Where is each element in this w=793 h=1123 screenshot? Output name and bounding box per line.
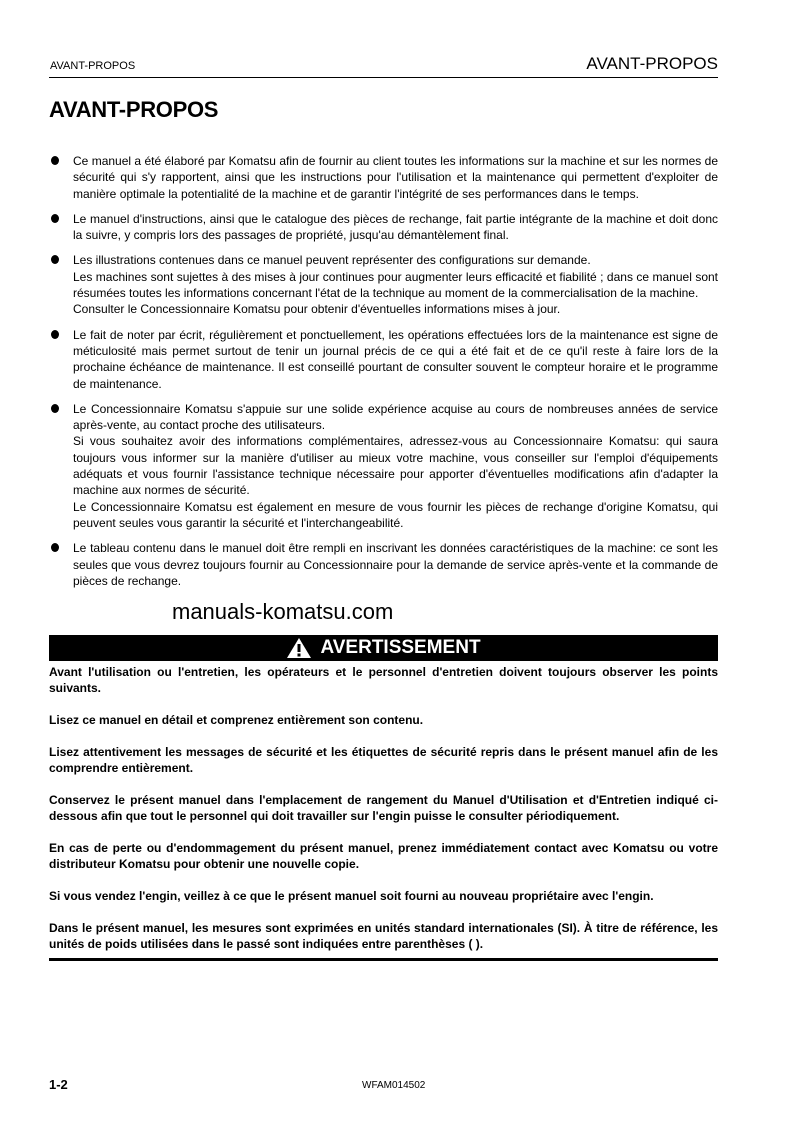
bullet-text: Si vous souhaitez avoir des informations complémentaires, adressez-vous au Concessionnaire Komatsu: qui saura toujours vous informer sur la manière d'utiliser au mieux votre machine, vous conseiller sur l'emploi d'équipements adéquats et vous fournir l'assistance technique nécessaire pour apporter d'éventuelles modifications afin d'adapter la machine aux normes de sécurité. — [73, 434, 718, 498]
bullet-text: Ce manuel a été élaboré par Komatsu afin de fournir au client toutes les informations sur la machine et sur les normes de sécurité qui s'y rapportent, ainsi que les instructions pour l'utilisation et la maintenance qui permettent d'exploiter de manière optimale la potentialité de la machine et de garantir l'intégrité de ses performances dans le temps. — [73, 154, 718, 201]
bullet-icon — [51, 330, 59, 339]
bullet-text: Le tableau contenu dans le manuel doit être rempli en inscrivant les données caractéristiques de la machine: ce sont les seules que vous devrez toujours fournir au Concessionnaire pour la demande de service après-vente et la commande de pièces de rechange. — [73, 541, 718, 588]
bullet-text: Le manuel d'instructions, ainsi que le catalogue des pièces de rechange, fait partie intégrante de la machine et doit donc la suivre, y compris lors des passages de propriété, jusqu'au démantèlement final. — [73, 211, 718, 243]
bullet-item — [73, 327, 718, 392]
bullet-icon — [51, 255, 59, 264]
header-right: AVANT-PROPOS — [586, 54, 718, 73]
bullet-text: Le fait de noter par écrit, régulièrement et ponctuellement, les opérations effectuées lors de la maintenance est signe de méticulosité mais permet surtout de tenir un journal précis de ce qui a été fait et de ce qu'il reste à faire lors de la prochaine échéance de maintenance. Il est conseillé pourtant de consulter souvent le compteur horaire et le programme de maintenance. — [73, 327, 718, 391]
bullet-item — [73, 401, 718, 531]
warning-paragraph: En cas de perte ou d'endommagement du présent manuel, prenez immédiatement contact avec Komatsu ou votre distributeur Komatsu pour obtenir une nouvelle copie. — [49, 841, 718, 872]
header-divider — [49, 77, 718, 78]
bullet-list — [49, 153, 718, 589]
warning-paragraphs — [49, 664, 718, 952]
warning-banner — [49, 635, 718, 661]
page-body — [49, 153, 718, 961]
warning-paragraph: Avant l'utilisation ou l'entretien, les opérateurs et le personnel d'entretien doivent toujours observer les points suivants. — [49, 665, 718, 696]
watermark: manuals-komatsu.com — [172, 599, 394, 625]
warning-paragraph: Conservez le présent manuel dans l'emplacement de rangement du Manuel d'Utilisation et d'Entretien indiqué ci-dessous afin que tout le personnel qui doit travailler sur l'engin puisse le consulter périodiquement. — [49, 793, 718, 824]
bullet-item — [73, 211, 718, 244]
bullet-item — [73, 540, 718, 589]
bullet-text: Les machines sont sujettes à des mises à jour continues pour augmenter leurs efficacité et fiabilité ; dans ce manuel sont résumées toutes les informations concernant l'état de la technique au moment de la commercialisation de la machine. — [73, 269, 718, 301]
bullet-item — [73, 252, 718, 317]
bullet-text: Consulter le Concessionnaire Komatsu pour obtenir d'éventuelles informations mises à jour. — [73, 302, 561, 317]
warning-paragraph: Dans le présent manuel, les mesures sont exprimées en unités standard internationales (SI). À titre de référence, les unités de poids utilisées dans le passé sont indiquées entre parenthèses ( ). — [49, 921, 718, 952]
page-title: AVANT-PROPOS — [49, 97, 219, 122]
bullet-item — [73, 153, 718, 202]
bullet-text: Le Concessionnaire Komatsu est également en mesure de vous fournir les pièces de rechange d'origine Komatsu, qui peuvent seules vous garantir la sécurité et l'interchangeabilité. — [73, 499, 718, 530]
bullet-icon — [51, 404, 59, 413]
bullet-text: Les illustrations contenues dans ce manuel peuvent représenter des configurations sur demande. — [73, 253, 591, 268]
bullet-text: Le Concessionnaire Komatsu s'appuie sur une solide expérience acquise au cours de nombreuses années de service après-vente, au contact proche des utilisateurs. — [73, 401, 718, 433]
bullet-icon — [51, 156, 59, 165]
bottom-divider — [49, 958, 718, 961]
bullet-icon — [51, 543, 59, 552]
warning-paragraph: Lisez attentivement les messages de sécurité et les étiquettes de sécurité repris dans le présent manuel afin de les comprendre entièrement. — [49, 745, 718, 776]
bullet-icon — [51, 214, 59, 223]
warning-triangle-icon — [286, 637, 312, 659]
header-left: AVANT-PROPOS — [50, 60, 136, 72]
warning-paragraph: Lisez ce manuel en détail et comprenez entièrement son contenu. — [49, 713, 424, 728]
page-number: 1-2 — [49, 1077, 68, 1092]
warning-paragraph: Si vous vendez l'engin, veillez à ce que le présent manuel soit fourni au nouveau propriétaire avec l'engin. — [49, 889, 654, 904]
document-code: WFAM014502 — [362, 1080, 426, 1091]
warning-title: AVERTISSEMENT — [320, 637, 481, 659]
